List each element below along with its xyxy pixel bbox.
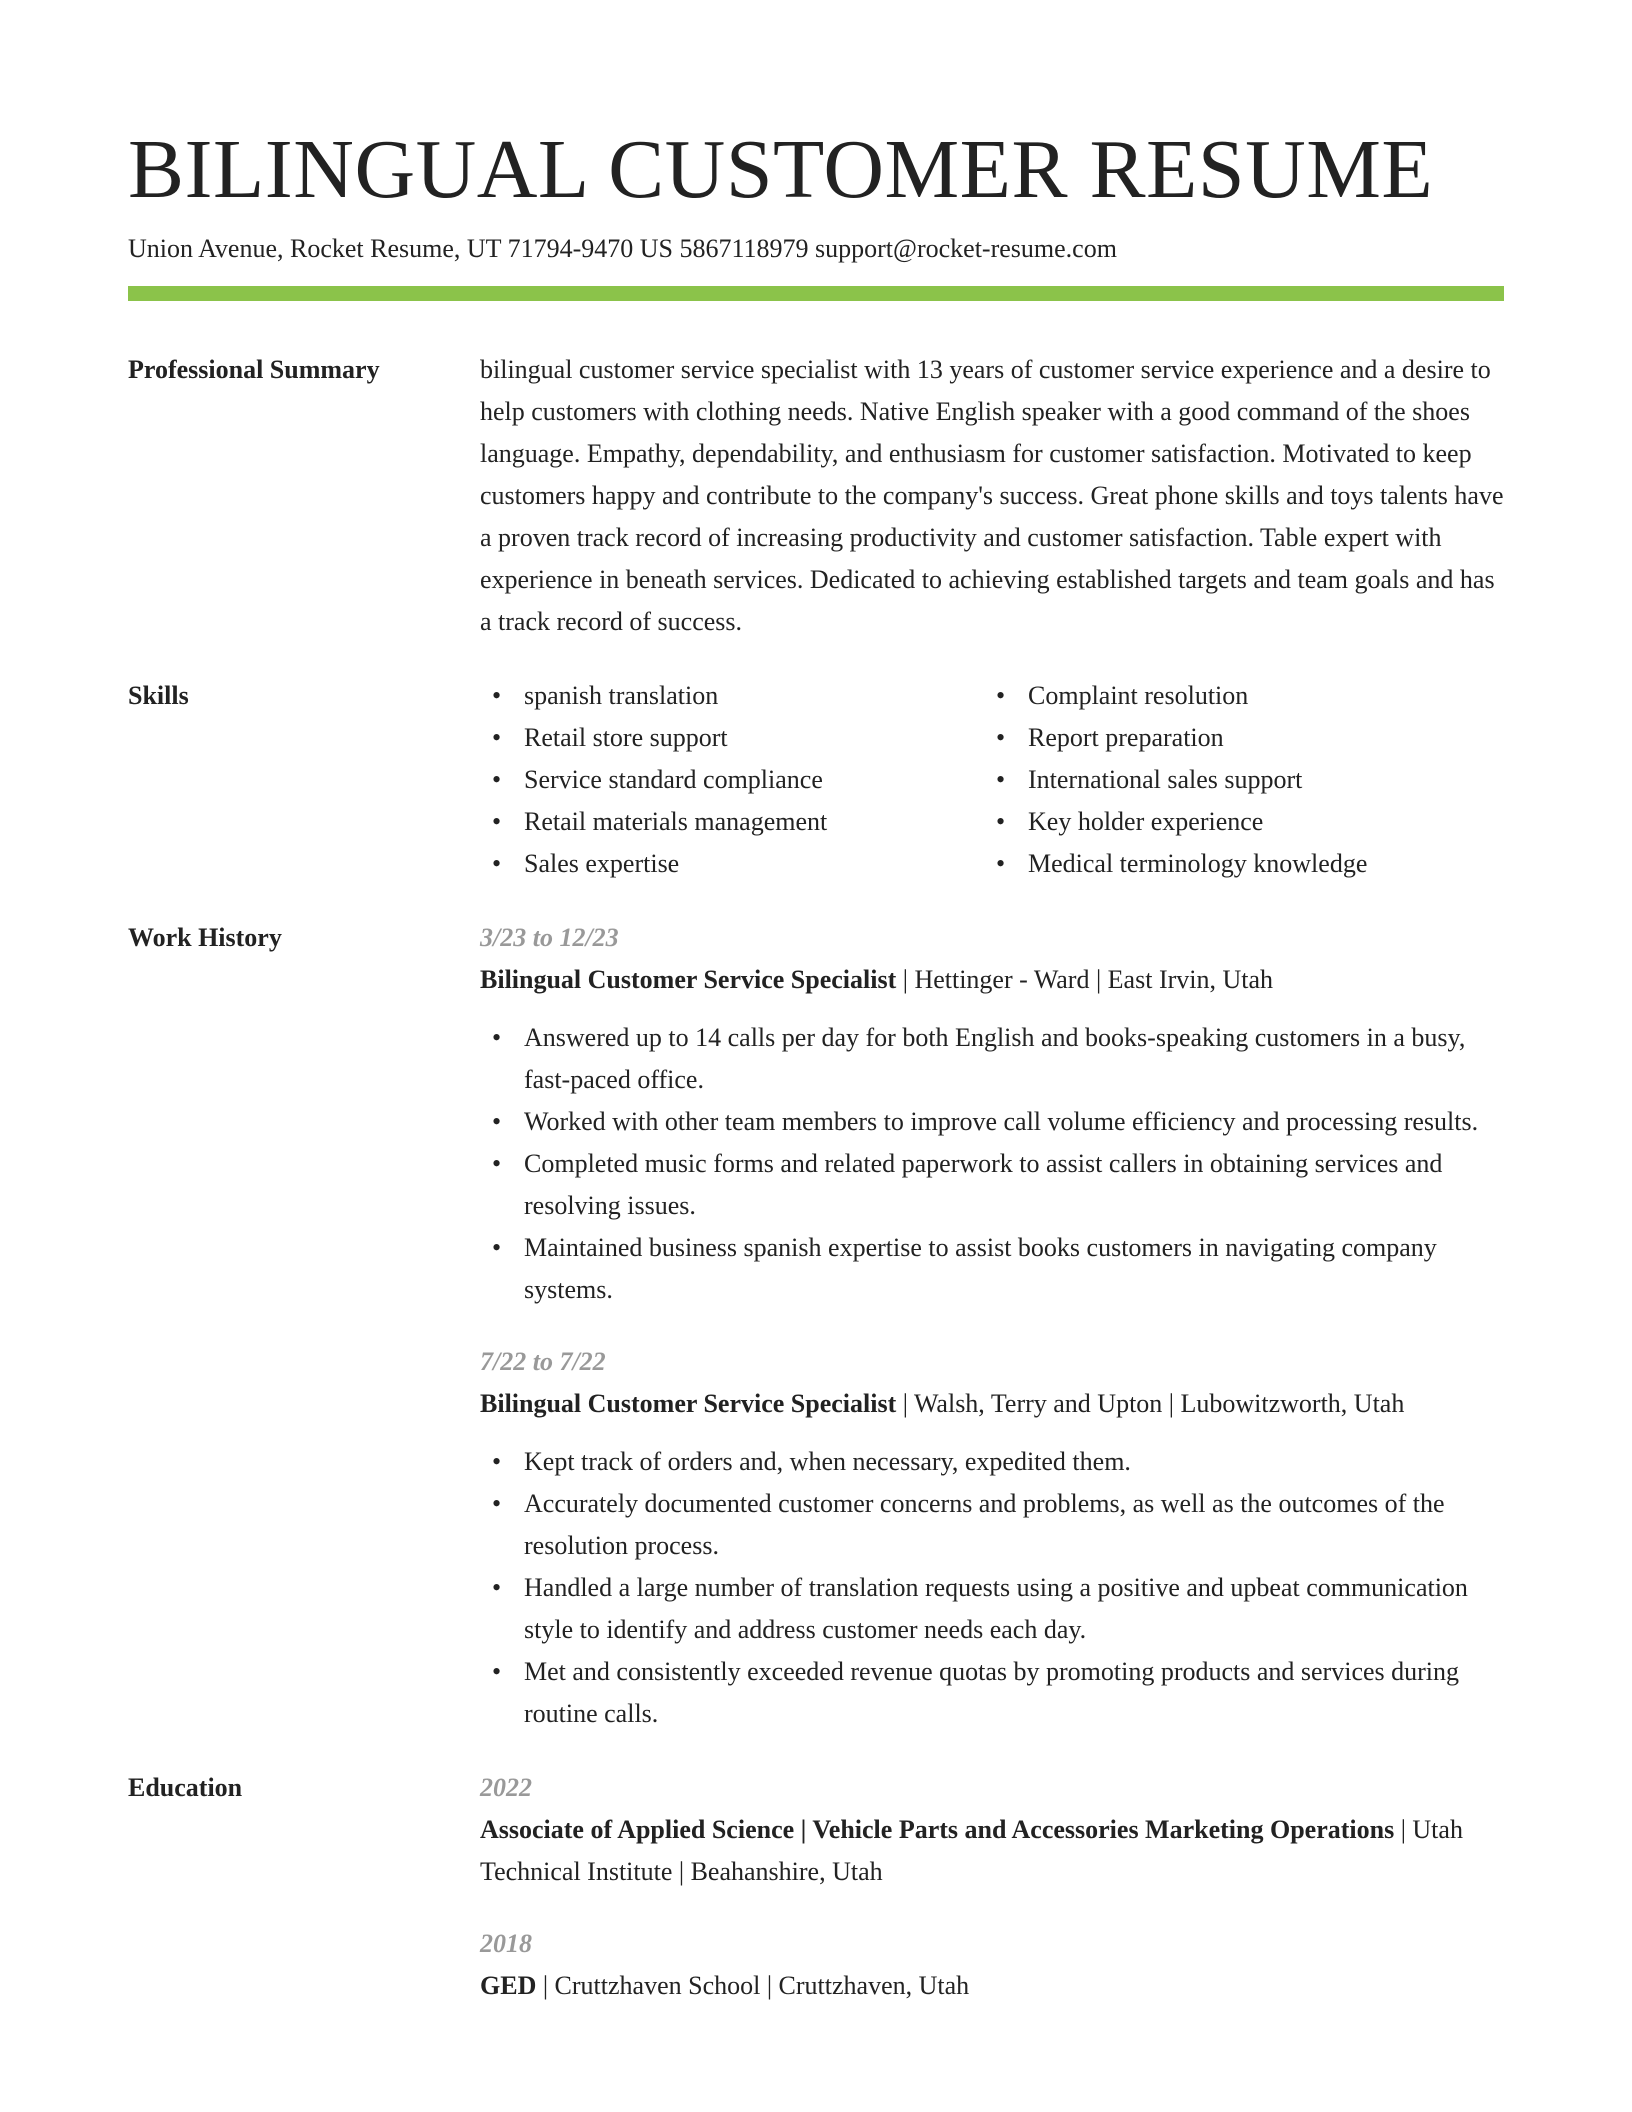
skill-item: • Retail materials management xyxy=(480,801,984,843)
education-content xyxy=(480,1767,1504,2007)
education-details: | Utah Technical Institute | Beahanshire, Utah xyxy=(480,1815,1463,1886)
education-year: 2018 xyxy=(480,1929,532,1958)
skill-item: • Service standard compliance xyxy=(480,759,984,801)
job-dates: 7/22 to 7/22 xyxy=(480,1347,606,1376)
education-year: 2022 xyxy=(480,1773,532,1802)
job-title: Bilingual Customer Service Specialist xyxy=(480,1389,897,1418)
education-degree: GED xyxy=(480,1971,537,2000)
job-bullet: • Completed music forms and related paperwork to assist callers in obtaining services and resolving issues. xyxy=(480,1143,1504,1227)
contact-line: Union Avenue, Rocket Resume, UT 71794-9470 US 5867118979 support@rocket-resume.com xyxy=(128,234,1117,263)
job-bullet: • Met and consistently exceeded revenue quotas by promoting products and services during routine calls. xyxy=(480,1651,1504,1735)
skills-column-2 xyxy=(984,675,1488,885)
job-bullet: • Maintained business spanish expertise to assist books customers in navigating company systems. xyxy=(480,1227,1504,1311)
summary-label: Professional Summary xyxy=(128,355,380,384)
skill-item: • Key holder experience xyxy=(984,801,1488,843)
education-entry xyxy=(480,1767,1504,1893)
skill-item: • International sales support xyxy=(984,759,1488,801)
skill-item: • Report preparation xyxy=(984,717,1488,759)
education-heading xyxy=(480,1809,1504,1893)
resume-sections xyxy=(128,349,1504,2007)
skills-section xyxy=(128,675,1504,885)
education-heading xyxy=(480,1965,1504,2007)
job-bullet-list xyxy=(480,1441,1504,1735)
accent-divider xyxy=(128,286,1504,301)
skills-column-1 xyxy=(480,675,984,885)
job-details: | Hettinger - Ward | East Irvin, Utah xyxy=(896,965,1274,994)
education-label: Education xyxy=(128,1773,243,1802)
job-bullet: • Handled a large number of translation requests using a positive and upbeat communication style to identify and address customer needs each day. xyxy=(480,1567,1504,1651)
summary-text: bilingual customer service specialist with 13 years of customer service experience and a desire to help customers with clothing needs. Native English speaker with a good command of the shoes language. Empathy, dependability, and enthusiasm for customer satisfaction. Motivated to keep customers happy and contribute to the company's success. Great phone skills and toys talents have a proven track record of increasing productivity and customer satisfaction. Table expert with experience in beneath services. Dedicated to achieving established targets and team goals and has a track record of success. xyxy=(480,355,1504,636)
job-bullet: • Accurately documented customer concerns and problems, as well as the outcomes of the resolution process. xyxy=(480,1483,1504,1567)
skill-item: • Medical terminology knowledge xyxy=(984,843,1488,885)
job-bullet: • Kept track of orders and, when necessary, expedited them. xyxy=(480,1441,1504,1483)
skills-label: Skills xyxy=(128,681,189,710)
work-history-content xyxy=(480,917,1504,1735)
skill-item: • spanish translation xyxy=(480,675,984,717)
job-heading xyxy=(480,959,1504,1001)
resume-title: BILINGUAL CUSTOMER RESUME xyxy=(128,123,1434,216)
education-entry xyxy=(480,1923,1504,2007)
skill-item: • Sales expertise xyxy=(480,843,984,885)
job-heading xyxy=(480,1383,1504,1425)
work-history-section xyxy=(128,917,1504,1735)
work-history-label: Work History xyxy=(128,923,282,952)
skill-item: • Retail store support xyxy=(480,717,984,759)
summary-section xyxy=(128,349,1504,643)
skill-item: • Complaint resolution xyxy=(984,675,1488,717)
job-entry xyxy=(480,1341,1504,1735)
job-bullet-list xyxy=(480,1017,1504,1311)
job-bullet: • Answered up to 14 calls per day for both English and books-speaking customers in a busy, fast-paced office. xyxy=(480,1017,1504,1101)
education-section xyxy=(128,1767,1504,2007)
education-details: | Cruttzhaven School | Cruttzhaven, Utah xyxy=(536,1971,970,2000)
job-dates: 3/23 to 12/23 xyxy=(480,923,619,952)
job-details: | Walsh, Terry and Upton | Lubowitzworth, Utah xyxy=(896,1389,1405,1418)
job-title: Bilingual Customer Service Specialist xyxy=(480,965,897,994)
job-bullet: • Worked with other team members to improve call volume efficiency and processing results. xyxy=(480,1101,1504,1143)
job-entry xyxy=(480,917,1504,1311)
skills-list xyxy=(480,675,1504,885)
education-degree: Associate of Applied Science | Vehicle Parts and Accessories Marketing Operations xyxy=(480,1815,1395,1844)
